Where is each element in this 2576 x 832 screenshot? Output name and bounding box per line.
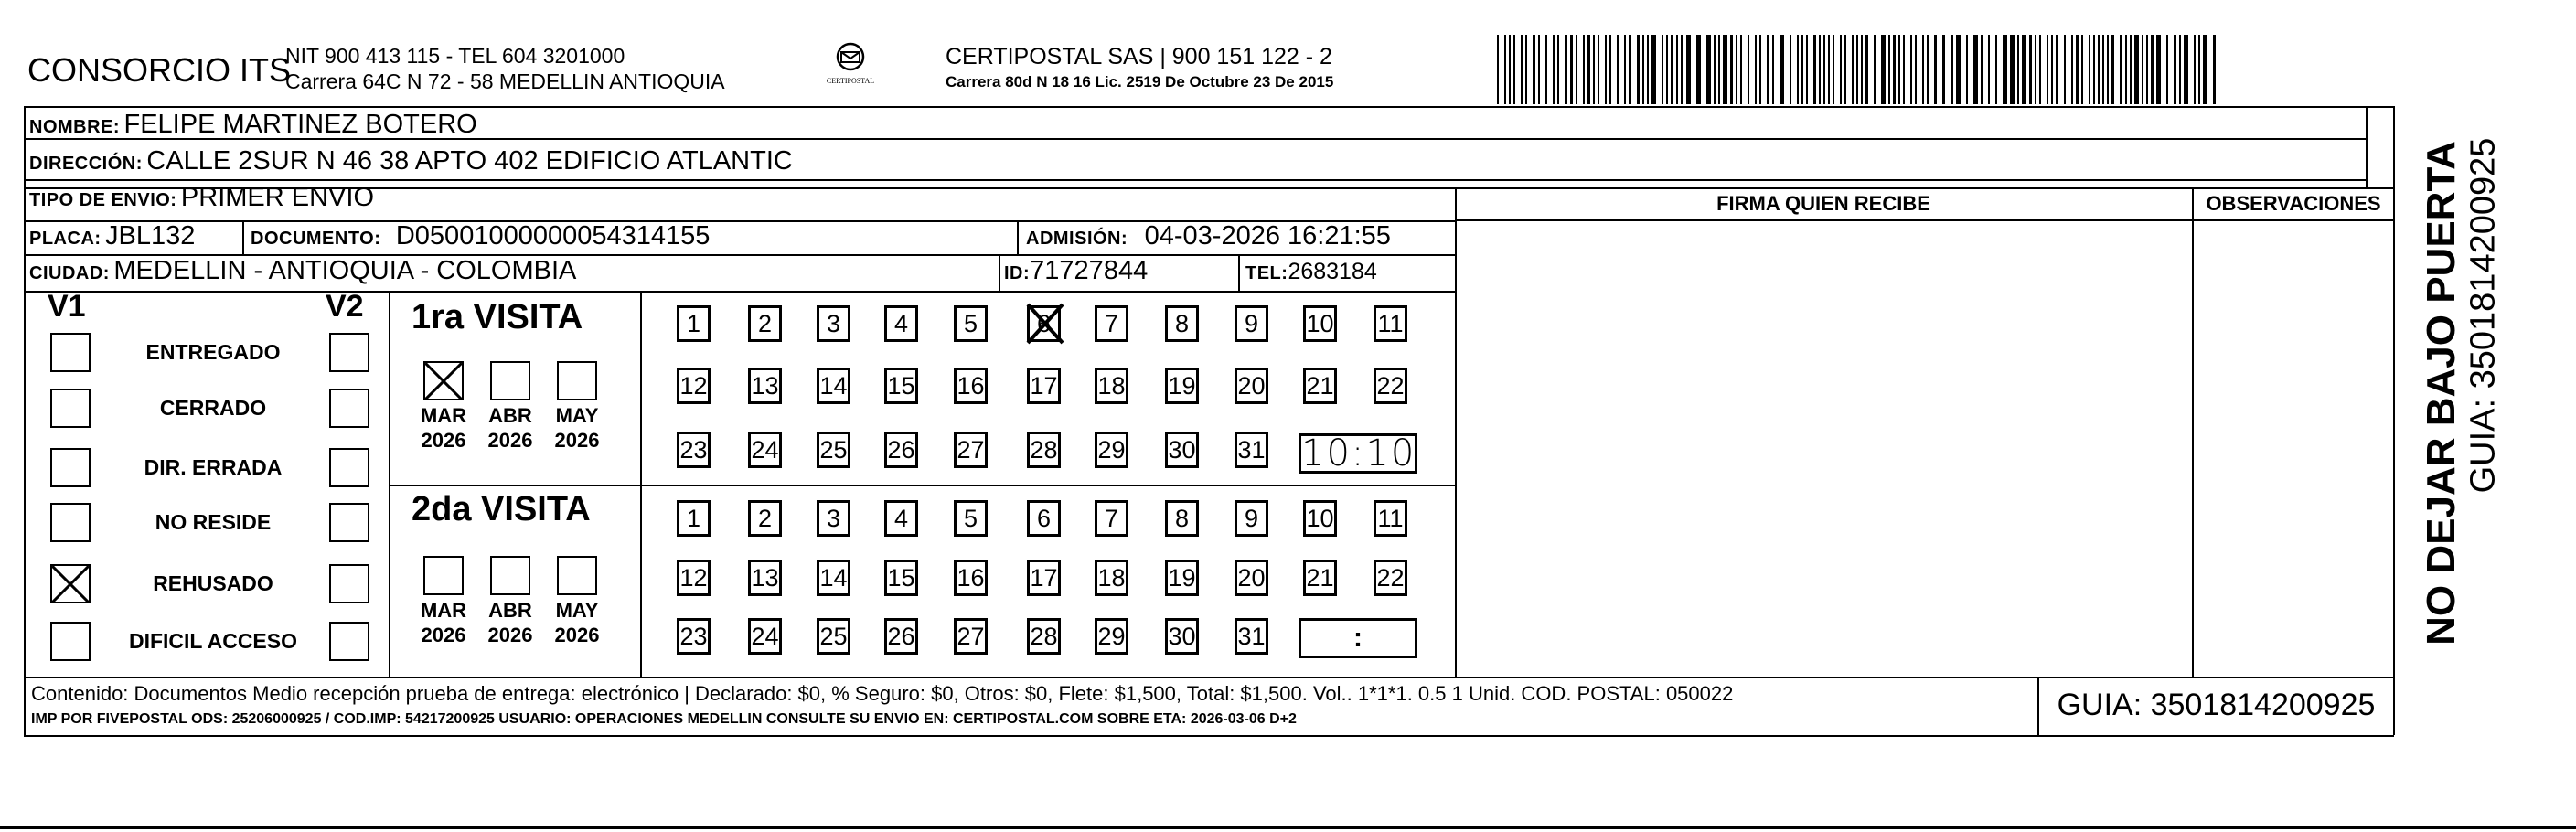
second-visit-month-label (479, 598, 541, 647)
first-visit-day-box[interactable] (1374, 368, 1407, 404)
day-number: 18 (1097, 372, 1126, 400)
day-number: 16 (957, 372, 985, 400)
first-visit-month-checkbox-may[interactable] (557, 361, 597, 400)
second-visit-day-box[interactable] (817, 560, 850, 596)
first-visit-day-box[interactable] (677, 305, 711, 342)
observaciones-label: OBSERVACIONES (2206, 192, 2381, 215)
first-visit-day-box[interactable] (954, 368, 988, 404)
second-visit-time-value: : (1353, 623, 1363, 653)
day-number: 6 (1036, 505, 1052, 532)
first-visit-day-box[interactable] (1165, 305, 1199, 342)
first-visit-day-box[interactable] (817, 368, 850, 404)
documento-label: DOCUMENTO: (251, 229, 381, 249)
first-visit-day-box[interactable] (817, 305, 850, 342)
day-number: 9 (1244, 505, 1259, 532)
first-visit-day-box[interactable] (1165, 368, 1199, 404)
tel-label: TEL: (1245, 263, 1288, 283)
day-number: 30 (1168, 623, 1196, 650)
first-visit-day-box[interactable] (1027, 305, 1061, 342)
first-visit-month-label (412, 403, 475, 453)
day-number: 5 (963, 310, 978, 337)
first-visit-day-box[interactable] (1165, 432, 1199, 468)
second-visit-day-box[interactable] (1095, 618, 1128, 655)
day-number: 24 (751, 436, 779, 464)
month-year: 2026 (554, 624, 600, 646)
day-number: 8 (1174, 505, 1190, 532)
day-number: 10 (1306, 310, 1334, 337)
day-number: 25 (819, 436, 848, 464)
day-number: 5 (963, 505, 978, 532)
day-number: 26 (887, 436, 915, 464)
certipostal-line-2: Carrera 80d N 18 16 Lic. 2519 De Octubre 23 De 2015 (946, 73, 1334, 91)
first-visit-time-value: 10:10 (1301, 432, 1416, 475)
day-number: 29 (1097, 623, 1126, 650)
placa-label: PLACA: (29, 229, 102, 249)
first-visit-day-box[interactable] (1095, 432, 1128, 468)
second-visit-day-box[interactable] (1374, 560, 1407, 596)
logo-text: CERTIPOSTAL (826, 77, 875, 85)
day-number: 18 (1097, 564, 1126, 592)
first-visit-day-box[interactable] (1374, 305, 1407, 342)
documento-cell (251, 221, 710, 251)
second-visit-day-box[interactable] (1027, 560, 1061, 596)
v1-label: V1 (48, 289, 86, 324)
first-visit-day-box[interactable] (1235, 368, 1268, 404)
second-visit-month-checkbox-mar[interactable] (423, 556, 464, 595)
day-number: 22 (1376, 564, 1405, 592)
first-visit-day-box[interactable] (1095, 305, 1128, 342)
v2-checkbox[interactable] (329, 448, 369, 487)
day-number: 26 (887, 623, 915, 650)
status-label: ENTREGADO (145, 340, 281, 364)
day-number: 13 (751, 564, 779, 592)
admision-label: ADMISIÓN: (1026, 229, 1128, 249)
month-year: 2026 (487, 624, 533, 646)
day-number: 8 (1174, 310, 1190, 337)
second-visit-day-box[interactable] (677, 500, 711, 537)
firma-label: FIRMA QUIEN RECIBE (1716, 192, 1930, 215)
day-number: 15 (887, 372, 915, 400)
month-year: 2026 (421, 429, 466, 452)
day-number: 28 (1030, 623, 1058, 650)
second-visit-month-label (546, 598, 608, 647)
v1-checkbox[interactable] (50, 622, 91, 661)
second-visit-day-box[interactable] (884, 500, 918, 537)
first-visit-month-checkbox-abr[interactable] (490, 361, 530, 400)
frame-top (24, 106, 2394, 108)
second-visit-day-box[interactable] (748, 560, 782, 596)
day-number: 6 (1036, 310, 1052, 337)
second-visit-day-box[interactable] (1165, 560, 1199, 596)
first-visit-day-box[interactable] (748, 432, 782, 468)
placa-cell (29, 221, 195, 251)
month-name: MAY (555, 599, 599, 622)
contenido-line: Contenido: Documentos Medio recepción prueba de entrega: electrónico | Declarado: $0, % Seguro: $0, Otros: $0, Flete: $1,500, Total: $1,500. Vol.. 1*1*1. 0.5 1 Unid. COD. POSTAL: 050022 (31, 682, 1734, 705)
col-line (999, 254, 1000, 291)
second-visit-day-box[interactable] (748, 618, 782, 655)
first-visit-day-box[interactable] (884, 305, 918, 342)
day-number: 4 (893, 505, 909, 532)
placa-value: JBL132 (105, 221, 196, 251)
first-visit-day-box[interactable] (1027, 432, 1061, 468)
day-number: 17 (1030, 372, 1058, 400)
address-line: Carrera 64C N 72 - 58 MEDELLIN ANTIOQUIA (285, 69, 725, 93)
v1-checkbox[interactable] (50, 389, 91, 428)
first-visit-month-label (479, 403, 541, 453)
row-line (24, 291, 1455, 293)
second-visit-day-box[interactable] (1235, 500, 1268, 537)
v1-checkbox[interactable] (50, 333, 91, 372)
col-line (389, 291, 390, 677)
id-cell (1004, 256, 1148, 286)
side-guia-text: GUIA: 3501814200925 (2464, 137, 2503, 494)
col-line (1238, 254, 1240, 291)
day-number: 19 (1168, 372, 1196, 400)
day-number: 25 (819, 623, 848, 650)
day-number: 27 (957, 623, 985, 650)
day-number: 11 (1377, 505, 1404, 532)
day-number: 2 (757, 505, 773, 532)
first-visit-day-box[interactable] (817, 432, 850, 468)
tel-value: 2683184 (1288, 259, 1377, 284)
day-number: 15 (887, 564, 915, 592)
admision-cell (1026, 221, 1391, 251)
barcode (1497, 35, 2223, 104)
frame-right (2393, 106, 2395, 735)
id-label: ID: (1004, 263, 1031, 283)
second-visit-title: 2da VISITA (412, 490, 591, 528)
v1-checkbox[interactable] (50, 564, 91, 603)
tipo-row (29, 183, 374, 213)
second-visit-day-box[interactable] (677, 618, 711, 655)
second-visit-month-checkbox-abr[interactable] (490, 556, 530, 595)
first-visit-time[interactable] (1299, 433, 1417, 474)
status-label: DIFICIL ACCESO (128, 629, 297, 653)
status-label: DIR. ERRADA (144, 455, 283, 479)
tipo-value: PRIMER ENVIO (180, 183, 375, 212)
first-visit-day-box[interactable] (748, 305, 782, 342)
day-number: 21 (1306, 564, 1334, 592)
month-name: MAY (555, 404, 599, 427)
tel-cell (1245, 259, 1377, 285)
first-visit-day-box[interactable] (884, 368, 918, 404)
second-visit-day-box[interactable] (1235, 618, 1268, 655)
second-visit-day-box[interactable] (1095, 500, 1128, 537)
day-number: 12 (679, 564, 708, 592)
first-visit-day-box[interactable] (1235, 432, 1268, 468)
v1-checkbox[interactable] (50, 448, 91, 487)
day-number: 3 (826, 310, 841, 337)
v2-checkbox[interactable] (329, 622, 369, 661)
day-number: 27 (957, 436, 985, 464)
second-visit-day-box[interactable] (954, 618, 988, 655)
id-value: 71727844 (1030, 256, 1149, 285)
day-number: 24 (751, 623, 779, 650)
second-visit-day-box[interactable] (748, 500, 782, 537)
second-visit-day-box[interactable] (677, 560, 711, 596)
day-number: 4 (893, 310, 909, 337)
first-visit-day-box[interactable] (1303, 305, 1337, 342)
first-visit-day-box[interactable] (677, 368, 711, 404)
second-visit-day-box[interactable] (817, 500, 850, 537)
day-number: 30 (1168, 436, 1196, 464)
right-strip (2366, 106, 2368, 188)
row-line (24, 187, 2394, 189)
second-visit-day-box[interactable] (954, 560, 988, 596)
nombre-label: NOMBRE: (29, 117, 121, 137)
day-number: 12 (679, 372, 708, 400)
first-visit-day-box[interactable] (884, 432, 918, 468)
day-number: 20 (1237, 564, 1266, 592)
day-number: 28 (1030, 436, 1058, 464)
first-visit-day-box[interactable] (677, 432, 711, 468)
day-number: 7 (1104, 310, 1119, 337)
day-number: 21 (1306, 372, 1334, 400)
v2-checkbox[interactable] (329, 333, 369, 372)
certipostal-line-1: CERTIPOSTAL SAS | 900 151 122 - 2 (946, 44, 1332, 69)
day-number: 10 (1306, 505, 1334, 532)
month-name: ABR (488, 599, 532, 622)
status-label: NO RESIDE (155, 510, 272, 534)
v2-checkbox[interactable] (329, 389, 369, 428)
day-number: 1 (686, 505, 701, 532)
day-number: 7 (1104, 505, 1119, 532)
second-visit-day-box[interactable] (884, 618, 918, 655)
second-visit-day-box[interactable] (884, 560, 918, 596)
second-visit-day-box[interactable] (1027, 618, 1061, 655)
day-number: 13 (751, 372, 779, 400)
day-number: 31 (1237, 436, 1266, 464)
first-visit-day-box[interactable] (748, 368, 782, 404)
second-visit-day-box[interactable] (1303, 560, 1337, 596)
v2-checkbox[interactable] (329, 503, 369, 542)
month-year: 2026 (554, 429, 600, 452)
first-visit-title: 1ra VISITA (412, 298, 583, 336)
direccion-row (29, 146, 793, 176)
day-number: 23 (679, 623, 708, 650)
day-number: 20 (1237, 372, 1266, 400)
day-number: 2 (757, 310, 773, 337)
ciudad-value: MEDELLIN - ANTIOQUIA - COLOMBIA (113, 256, 577, 285)
day-number: 17 (1030, 564, 1058, 592)
first-visit-day-box[interactable] (954, 305, 988, 342)
first-visit-day-box[interactable] (1095, 368, 1128, 404)
second-visit-month-checkbox-may[interactable] (557, 556, 597, 595)
status-label: CERRADO (159, 396, 267, 420)
tipo-label: TIPO DE ENVIO: (29, 190, 177, 210)
month-name: MAR (420, 404, 467, 427)
second-visit-day-box[interactable] (1374, 500, 1407, 537)
second-visit-day-box[interactable] (1165, 618, 1199, 655)
no-dejar-text: NO DEJAR BAJO PUERTA (2419, 141, 2464, 645)
col-line (242, 220, 244, 254)
bottom-rule (0, 826, 2576, 829)
second-visit-day-box[interactable] (954, 500, 988, 537)
v2-label: V2 (326, 289, 364, 324)
nombre-row (29, 110, 477, 140)
direccion-label: DIRECCIÓN: (29, 154, 143, 174)
frame-left (24, 106, 26, 735)
first-visit-day-box[interactable] (1303, 368, 1337, 404)
day-number: 19 (1168, 564, 1196, 592)
day-number: 29 (1097, 436, 1126, 464)
row-line (389, 485, 1455, 486)
nit-line: NIT 900 413 115 - TEL 604 3201000 (285, 44, 625, 68)
imp-line: IMP POR FIVEPOSTAL ODS: 25206000925 / COD.IMP: 54217200925 USUARIO: OPERACIONES MEDELLIN CONSULTE SU ENVIO EN: CERTIPOSTAL.COM SOBRE ETA: 2026-03-06 D+2 (31, 711, 1297, 727)
second-visit-day-box[interactable] (1235, 560, 1268, 596)
ciudad-cell (29, 256, 576, 286)
second-visit-day-box[interactable] (1303, 500, 1337, 537)
second-visit-day-box[interactable] (817, 618, 850, 655)
month-year: 2026 (421, 624, 466, 646)
day-number: 11 (1377, 310, 1404, 337)
day-cross-mark-icon (1022, 301, 1068, 347)
day-number: 3 (826, 505, 841, 532)
admision-value: 04-03-2026 16:21:55 (1144, 221, 1391, 251)
month-name: ABR (488, 404, 532, 427)
first-visit-day-box[interactable] (1235, 305, 1268, 342)
observations-field[interactable] (2194, 221, 2391, 675)
day-number: 9 (1244, 310, 1259, 337)
v1-checkbox[interactable] (50, 503, 91, 542)
status-label: REHUSADO (153, 571, 273, 595)
day-number: 14 (819, 372, 848, 400)
second-visit-day-box[interactable] (1095, 560, 1128, 596)
day-number: 31 (1237, 623, 1266, 650)
envelope-logo-icon (814, 40, 887, 95)
month-year: 2026 (487, 429, 533, 452)
ciudad-label: CIUDAD: (29, 263, 110, 283)
col-line (1017, 220, 1019, 254)
certipostal-logo (814, 40, 887, 95)
second-visit-day-box[interactable] (1027, 500, 1061, 537)
day-number: 16 (957, 564, 985, 592)
signature-field[interactable] (1457, 221, 2190, 675)
day-number: 1 (686, 310, 701, 337)
row-line (24, 179, 2367, 181)
day-number: 23 (679, 436, 708, 464)
documento-value: D05001000000054314155 (395, 221, 711, 251)
first-visit-day-box[interactable] (954, 432, 988, 468)
second-visit-month-label (412, 598, 475, 647)
company-name: CONSORCIO ITS (27, 51, 292, 89)
day-number: 22 (1376, 372, 1405, 400)
col-line (640, 291, 642, 677)
first-visit-day-box[interactable] (1027, 368, 1061, 404)
first-visit-month-checkbox-mar[interactable] (423, 361, 464, 400)
direccion-value: CALLE 2SUR N 46 38 APTO 402 EDIFICIO ATLANTIC (146, 146, 793, 176)
month-name: MAR (420, 599, 467, 622)
second-visit-time[interactable] (1299, 618, 1417, 658)
footer-guia: GUIA: 3501814200925 (2057, 688, 2376, 722)
day-number: 14 (819, 564, 848, 592)
v2-checkbox[interactable] (329, 564, 369, 603)
first-visit-month-label (546, 403, 608, 453)
nombre-value: FELIPE MARTINEZ BOTERO (123, 110, 477, 139)
frame-bottom (24, 735, 2394, 737)
second-visit-day-box[interactable] (1165, 500, 1199, 537)
